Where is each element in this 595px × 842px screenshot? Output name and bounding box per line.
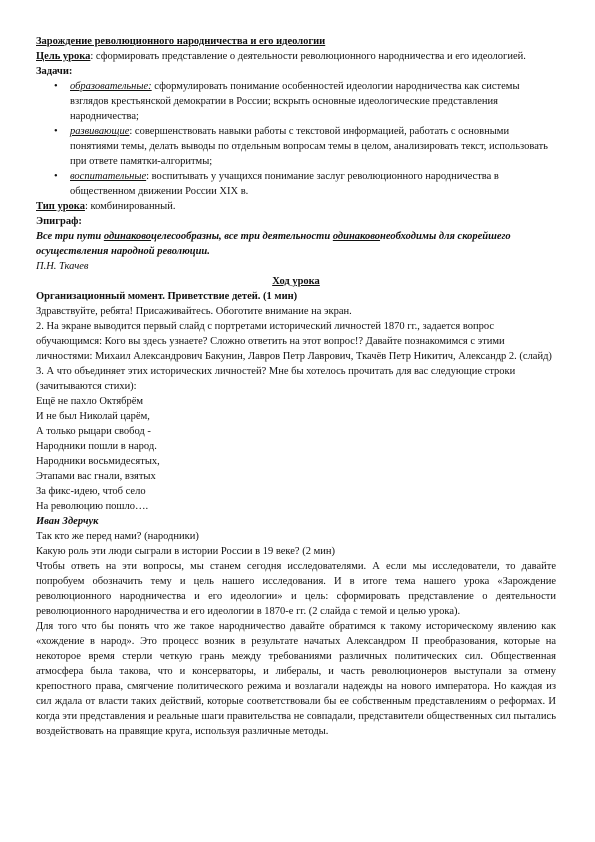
poem-line: И не был Николай царём, <box>36 411 150 422</box>
task-term: развивающие <box>70 126 130 137</box>
poem-line: Этапами вас гнали, взятых <box>36 471 156 482</box>
document-page <box>36 34 556 739</box>
question-1: Так кто же перед нами? (народники) <box>36 531 199 542</box>
lesson-type <box>36 199 556 214</box>
course-heading: Ход урока <box>272 276 320 287</box>
task-term: воспитательные <box>70 171 147 182</box>
epigraph-text <box>36 229 556 259</box>
question-2: Какую роль эти люди сыграли в истории России в 19 веке? (2 мин) <box>36 546 335 557</box>
poem-line: Ещё не пахло Октябрём <box>36 396 144 407</box>
epigraph-part: целесообразны, все три деятельности <box>151 231 333 242</box>
lesson-type-text: : комбинированный. <box>84 201 176 212</box>
greeting-text: Здравствуйте, ребята! Присаживайтесь. Обоготите внимание на экран. <box>36 306 352 317</box>
epigraph-underlined: одинаково <box>332 231 381 242</box>
poem-line: На революцию пошло…. <box>36 501 149 512</box>
lesson-goal <box>36 49 556 64</box>
tasks-list <box>36 79 556 199</box>
paragraph-2: Для того что бы понять что же такое народничество давайте обратимся к такому историческому явлению как «хождение в народ». Это процесс возник в результате начатых Александром II преобразования, которые на некоторое время стерли четкую грань между требованиями различных политических сил. Общественная атмосфера была такова, что и консерваторы, и либералы, и часть революционеров выступали за отмену крепостного права, смягчение политического режима и возлагали надежды на нового императора. Но каждая из сил ждала от власти таких действий, которые соответствовали бы ее собственным представлениям о реформах. И когда эти представления и реальные шаги правительства не совпадали, представители общественных сил пытались воздействовать на правящие круга, используя различные методы. <box>36 621 556 737</box>
tasks-label: Задачи: <box>36 66 73 77</box>
document-title: Зарождение революционного народничества и его идеологии <box>36 36 326 47</box>
poem-line: Народники восьмидесятых, <box>36 456 160 467</box>
epigraph-label: Эпиграф: <box>36 216 82 227</box>
poem-line: Народники пошли в народ. <box>36 441 157 452</box>
poem-line: А только рыцари свобод - <box>36 426 151 437</box>
epigraph-underlined: одинаково <box>103 231 152 242</box>
epigraph-part: Все три пути <box>36 231 104 242</box>
bullet-icon: • <box>54 171 58 182</box>
task-text: : совершенствовать навыки работы с текстовой информацией, работать с основными понятиями темы, делать выводы по отдельным вопросам темы в целом, анализировать текст, использовать при ответе памятки-алгоритмы; <box>70 126 548 167</box>
task-text: : воспитывать у учащихся понимание заслуг революционного народничества в общественном движении России XIX в. <box>70 171 499 197</box>
point-3: 3. А что объединяет этих исторических личностей? Мне бы хотелось прочитать для вас следующие строки (зачитываются стихи): <box>36 366 516 392</box>
org-moment: Организационный момент. Приветствие детей. (1 мин) <box>36 291 298 302</box>
goal-label: Цель урока <box>36 51 91 62</box>
goal-text: : сформировать представление о деятельности революционного народничества и его идеологией. <box>90 51 526 62</box>
task-text: сформулировать понимание особенностей идеологии народничества как системы взглядов крестьянской демократии в России; вскрыть основные идеологические представления народничества; <box>70 81 520 122</box>
task-item <box>36 124 556 169</box>
task-item <box>36 79 556 124</box>
lesson-type-label: Тип урока <box>36 201 85 212</box>
task-term: образовательные: <box>70 81 152 92</box>
epigraph-author: П.Н. Ткачев <box>36 261 89 272</box>
paragraph-1: Чтобы ответь на эти вопросы, мы станем сегодня исследователями. А если мы исследователи, то давайте попробуем обозначить тему и цель нашего исследования. И в итоге тема нашего урока «Зарождение революционного народничества и его идеологии» и цель: сформировать представление о деятельности революционного народничества и его идеологии в 1870-е гг. (2 слайда с темой и целью урока). <box>36 561 556 617</box>
poem-author: Иван Здерчук <box>36 516 99 527</box>
poem <box>36 394 556 514</box>
bullet-icon: • <box>54 126 58 137</box>
bullet-icon: • <box>54 81 58 92</box>
poem-line: За фикс-идею, чтоб село <box>36 486 146 497</box>
epigraph-part: необходимы для скорейшего осуществления народной революции. <box>36 231 511 257</box>
task-item <box>36 169 556 199</box>
point-2: 2. На экране выводится первый слайд с портретами исторический личностей 1870 гг., задается вопрос обучающимся: Кого вы здесь узнаете? Сложно ответить на этот вопрос!? Давайте познакомимся с этими личностями: Михаил Александрович Бакунин, Лавров Петр Лаврович, Ткачёв Петр Никитич, Александр 2. (слайд) <box>36 321 552 362</box>
